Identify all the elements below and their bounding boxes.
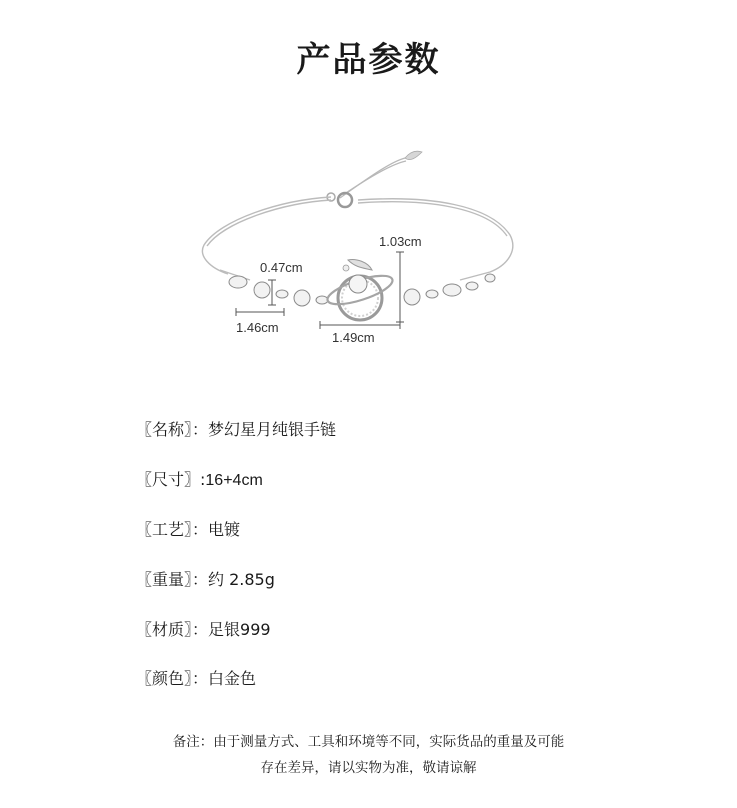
spec-name-value: 梦幻星月纯银手链	[208, 420, 337, 439]
spec-name-label: 〖名称〗：	[136, 420, 209, 439]
spec-material-value: 足银999	[208, 620, 271, 639]
crystal-links-left	[229, 276, 328, 306]
spec-color-value: 白金色	[208, 669, 257, 688]
crystal-links-right	[404, 274, 495, 305]
spec-weight	[136, 567, 275, 590]
spec-size-label: 〖尺寸〗:	[136, 470, 206, 489]
dim-charm-width: 1.49cm	[332, 330, 375, 345]
spec-material	[136, 617, 271, 640]
dim-clasp-width: 0.47cm	[260, 260, 303, 275]
disclaimer-line-2: 存在差异，请以实物为准，敬请谅解	[260, 760, 477, 776]
spec-weight-value: 约 2.85g	[208, 570, 275, 589]
disclaimer-note	[0, 729, 737, 781]
spec-size-value: 16+4cm	[205, 472, 263, 489]
bracelet-chain	[202, 197, 512, 280]
bracelet-image	[190, 140, 550, 360]
moon-planet-charm	[325, 259, 396, 320]
spec-craft	[136, 517, 240, 540]
spec-size	[136, 467, 263, 490]
spec-craft-label: 〖工艺〗：	[136, 520, 209, 539]
spec-craft-value: 电镀	[208, 520, 241, 539]
spec-color	[136, 666, 256, 689]
spec-weight-label: 〖重量〗：	[136, 570, 209, 589]
extension-tag	[405, 151, 422, 159]
page-title: 产品参数	[296, 40, 441, 80]
spec-name	[136, 417, 336, 440]
spec-material-label: 〖材质〗：	[136, 620, 209, 639]
dim-charm-height: 1.03cm	[379, 234, 422, 249]
extension-chain	[340, 158, 406, 198]
dim-side-length: 1.46cm	[236, 320, 279, 335]
disclaimer-line-1: 备注：由于测量方式、工具和环境等不同，实际货品的重量及可能	[172, 734, 565, 750]
spec-color-label: 〖颜色〗：	[136, 669, 209, 688]
